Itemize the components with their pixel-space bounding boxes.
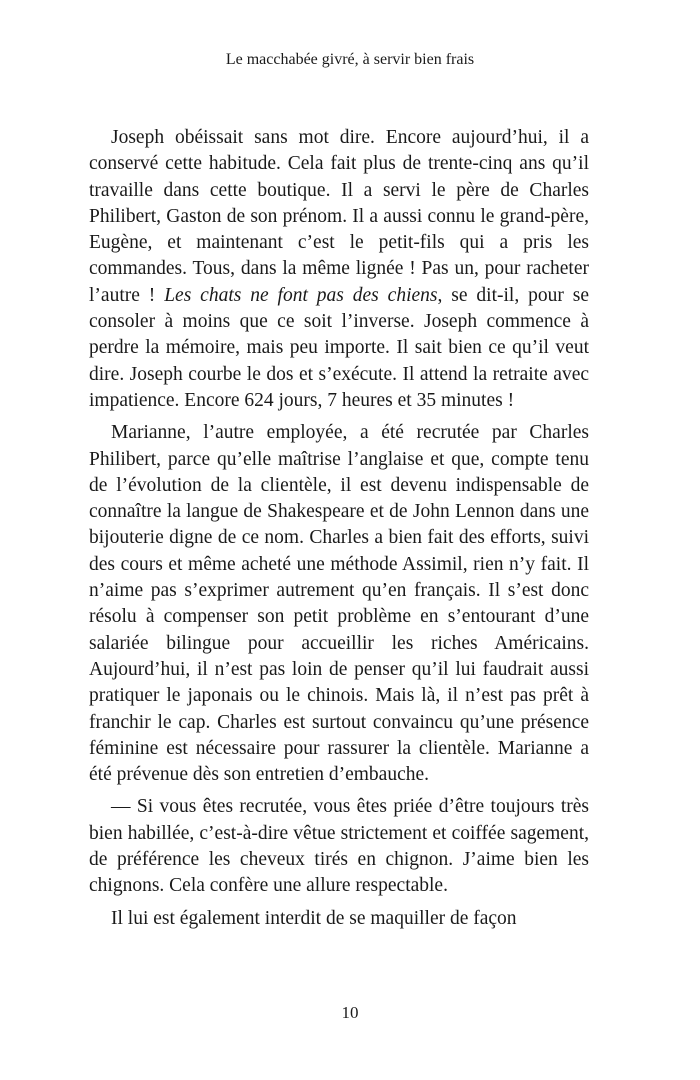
paragraph-joseph-part2: , se dit-il, pour se consoler à moins que ce soit l’inverse. Joseph commence à perdre la mémoire, mais peu importe. Il sait bien ce qu’il veut dire. Joseph courbe le dos et s’exécute. Il attend la retraite avec impatience. Encore 624 jours, 7 heures et 35 minutes ! xyxy=(89,284,589,411)
body-text xyxy=(89,125,589,938)
running-header: Le macchabée givré, à servir bien frais xyxy=(225,51,475,68)
paragraph-marianne: Marianne, l’autre employée, a été recrutée par Charles Philibert, parce qu’elle maîtrise l’anglaise et que, compte tenu de l’évolution de la clientèle, il est devenu indispensable de connaître la langue de Shakespeare et de John Lennon dans une bijouterie digne de ce nom. Charles a bien fait des efforts, suivi des cours et même acheté une méthode Assimil, rien n’y fait. Il n’aime pas s’exprimer autrement qu’en français. Il s’est donc résolu à compenser son petit problème en s’entourant d’une salariée bilingue pour accueillir les riches Américains. Aujourd’hui, il n’est pas loin de penser qu’il lui faudrait aussi pratiquer le japonais ou le chinois. Mais là, il n’est pas prêt à franchir le cap. Charles est surtout convaincu qu’une présence féminine est nécessaire pour rassurer la clientèle. Marianne a été prévenue dès son entretien d’embauche. xyxy=(89,422,589,786)
paragraph-joseph-part1: Joseph obéissait sans mot dire. Encore aujourd’hui, il a conservé cette habitude. Cela fait plus de trente-cinq ans qu’il travaille dans cette boutique. Il a servi le père de Charles Philibert, Gaston de son prénom. Il a aussi connu le grand-père, Eugène, et maintenant c’est le petit-fils qui a pris les commandes. Tous, dans la même lignée ! Pas un, pour racheter l’autre ! xyxy=(89,127,589,306)
paragraph-dialogue: — Si vous êtes recrutée, vous êtes priée d’être toujours très bien habillée, c’est-à-dire vêtue strictement et coiffée sagement, de préférence les cheveux tirés en chignon. J’aime bien les chignons. Cela confère une allure respectable. xyxy=(89,796,589,897)
italic-quote: Les chats ne font pas des chiens xyxy=(164,284,438,306)
page-number: 10 xyxy=(341,1003,359,1022)
paragraph-makeup: Il lui est également interdit de se maquiller de façon xyxy=(111,907,517,929)
paragraph-joseph xyxy=(89,125,589,414)
